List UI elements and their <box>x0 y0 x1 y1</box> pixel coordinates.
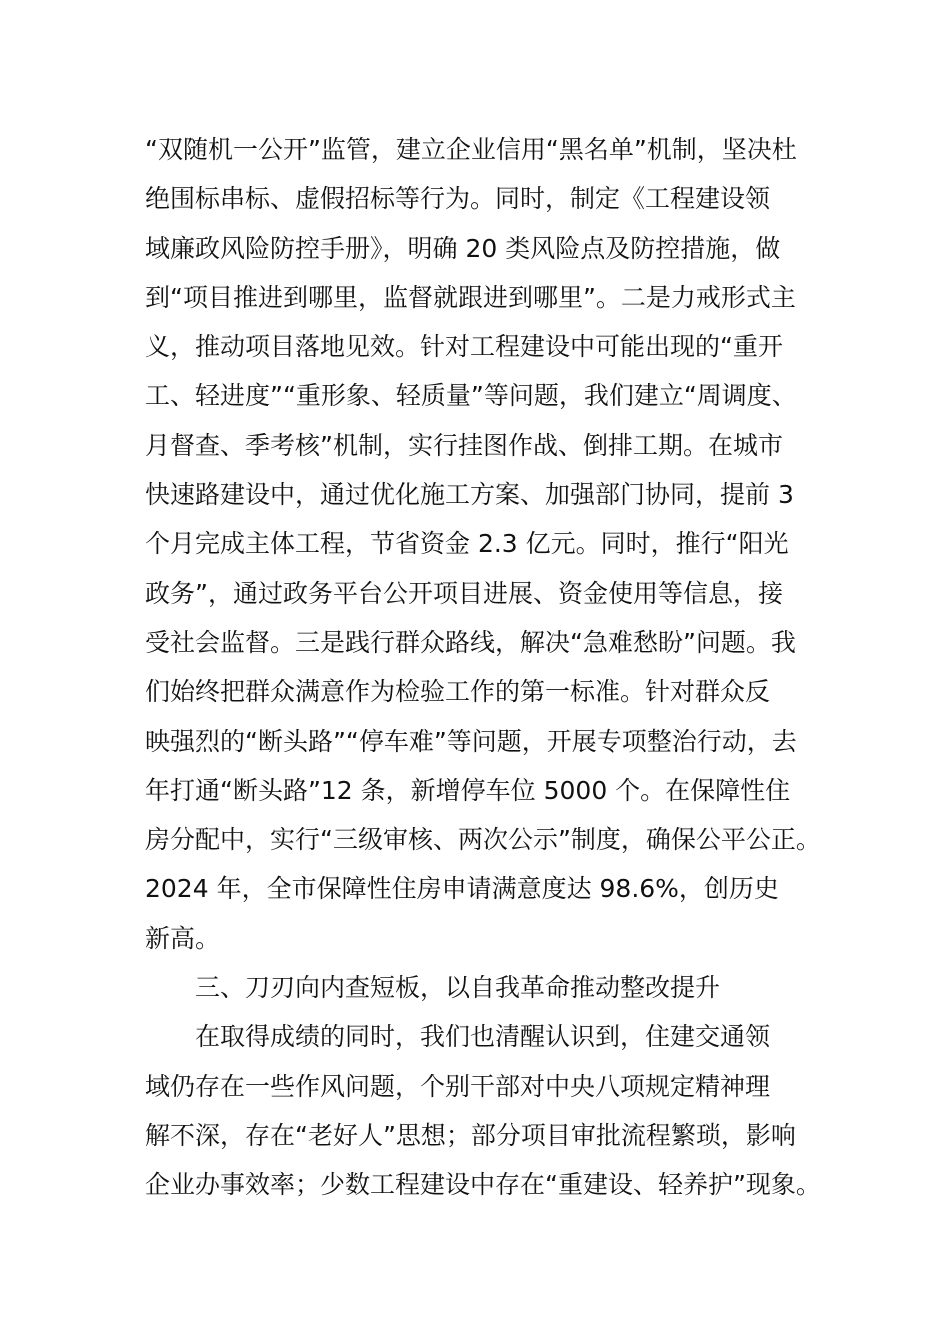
text-line: 映强烈的“断头路”“停车难”等问题，开展专项整治行动，去 <box>145 726 797 756</box>
text-line: 义，推动项目落地见效。针对工程建设中可能出现的“重开 <box>145 332 783 362</box>
text-line: 绝围标串标、虚假招标等行为。同时，制定《工程建设领 <box>145 184 771 214</box>
text-line: 域仍存在一些作风问题，个别干部对中央八项规定精神理 <box>145 1071 771 1101</box>
text-line: 解不深，存在“老好人”思想；部分项目审批流程繁琐，影响 <box>145 1120 796 1150</box>
text-line: “双随机一公开”监管，建立企业信用“黑名单”机制，坚决杜 <box>145 135 797 164</box>
text-line: 2024 年，全市保障性住房申请满意度达 98.6%，创历史 <box>145 874 779 904</box>
text-line: 政务”，通过政务平台公开项目进展、资金使用等信息，接 <box>145 578 783 608</box>
paragraph-first-line: 在取得成绩的同时，我们也清醒认识到，住建交通领 <box>195 1022 771 1052</box>
text-line: 们始终把群众满意作为检验工作的第一标准。针对群众反 <box>145 677 771 707</box>
text-line: 月督查、季考核”机制，实行挂图作战、倒排工期。在城市 <box>145 430 783 460</box>
text-line: 快速路建设中，通过优化施工方案、加强部门协同，提前 3 <box>145 480 794 510</box>
body-text <box>145 125 825 1210</box>
text-line: 年打通“断头路”12 条，新增停车位 5000 个。在保障性住 <box>145 775 791 805</box>
text-line: 域廉政风险防控手册》，明确 20 类风险点及防控措施，做 <box>145 233 781 263</box>
text-line: 工、轻进度”“重形象、轻质量”等问题，我们建立“周调度、 <box>145 381 797 411</box>
text-line: 企业办事效率；少数工程建设中存在“重建设、轻养护”现象。 <box>145 1170 821 1200</box>
section-heading: 三、刀刃向内查短板，以自我革命推动整改提升 <box>195 973 721 1003</box>
text-line: 受社会监督。三是践行群众路线，解决“急难愁盼”问题。我 <box>145 627 796 657</box>
text-line: 房分配中，实行“三级审核、两次公示”制度，确保公平公正。 <box>145 825 821 855</box>
text-line: 个月完成主体工程，节省资金 2.3 亿元。同时，推行“阳光 <box>145 529 789 559</box>
text-line: 新高。 <box>145 923 221 953</box>
text-line: 到“项目推进到哪里，监督就跟进到哪里”。二是力戒形式主 <box>145 282 796 312</box>
